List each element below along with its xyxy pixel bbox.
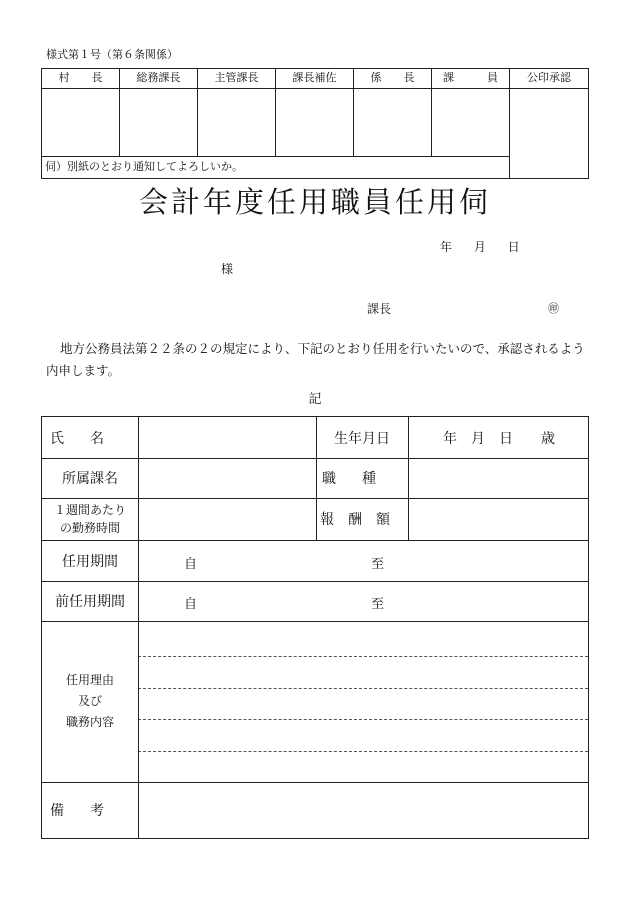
weekly-hours-field[interactable]: [139, 498, 316, 540]
approval-header-mayor: 村 長: [41, 68, 119, 88]
approval-note: 伺）別紙のとおり通知してよろしいか。: [41, 156, 509, 179]
approval-header-assistant-chief: 課長補佐: [275, 68, 353, 88]
stamp-box-assistant-chief[interactable]: [275, 88, 353, 156]
stamp-box-general-affairs-chief[interactable]: [119, 88, 197, 156]
document-title: 会計年度任用職員任用伺: [138, 185, 491, 219]
approval-table: [41, 68, 589, 179]
approval-header-general-affairs-chief: 総務課長: [119, 68, 197, 88]
birthdate-field[interactable]: 年 月 日 歳: [443, 430, 555, 447]
name-label: 氏名: [50, 430, 130, 447]
form-number: 様式第１号（第６条関係）: [46, 48, 178, 61]
stamp-box-supervising-chief[interactable]: [197, 88, 275, 156]
date-line: 年 月 日: [440, 240, 520, 254]
birthdate-label: 生年月日: [334, 430, 390, 447]
ki-heading: 記: [308, 392, 322, 407]
previous-period-label: 前任用期間: [55, 594, 125, 610]
job-type-field[interactable]: [409, 458, 590, 498]
stamp-box-section-chief[interactable]: [353, 88, 431, 156]
addressee-suffix: 様: [221, 262, 234, 276]
appointment-form-table: [41, 416, 589, 839]
period-label: 任用期間: [62, 553, 118, 570]
department-field[interactable]: [139, 458, 316, 498]
previous-period-to-label: 至: [371, 597, 385, 612]
weekly-hours-label: １週間あたり の勤務時間: [53, 503, 126, 535]
seal-mark: ㊞: [548, 302, 559, 315]
reason-field[interactable]: [139, 621, 590, 782]
stamp-box-official-seal[interactable]: [509, 88, 589, 179]
period-from-label: 自: [184, 557, 198, 572]
approval-header-staff: 課 員: [431, 68, 509, 88]
previous-period-from-label: 自: [184, 597, 198, 612]
salary-field[interactable]: [409, 498, 590, 540]
department-label: 所属課名: [62, 471, 118, 487]
approval-header-official-seal: 公印承認: [509, 68, 589, 88]
salary-label: 報酬額: [320, 512, 404, 528]
name-field[interactable]: [139, 417, 316, 458]
stamp-box-mayor[interactable]: [41, 88, 119, 156]
approval-header-supervising-chief: 主管課長: [197, 68, 275, 88]
period-to-label: 至: [371, 557, 385, 572]
remarks-label: 備考: [50, 803, 130, 819]
job-type-label: 職種: [322, 471, 402, 487]
body-text: 地方公務員法第２２条の２の規定により、下記のとおり任用を行いたいので、承認されるよう内申します。: [46, 341, 585, 378]
approval-header-section-chief: 係 長: [353, 68, 431, 88]
stamp-box-staff[interactable]: [431, 88, 509, 156]
signer-label: 課長: [367, 302, 392, 316]
remarks-field[interactable]: [139, 782, 590, 838]
reason-label: 任用理由 及び 職務内容: [65, 673, 114, 729]
